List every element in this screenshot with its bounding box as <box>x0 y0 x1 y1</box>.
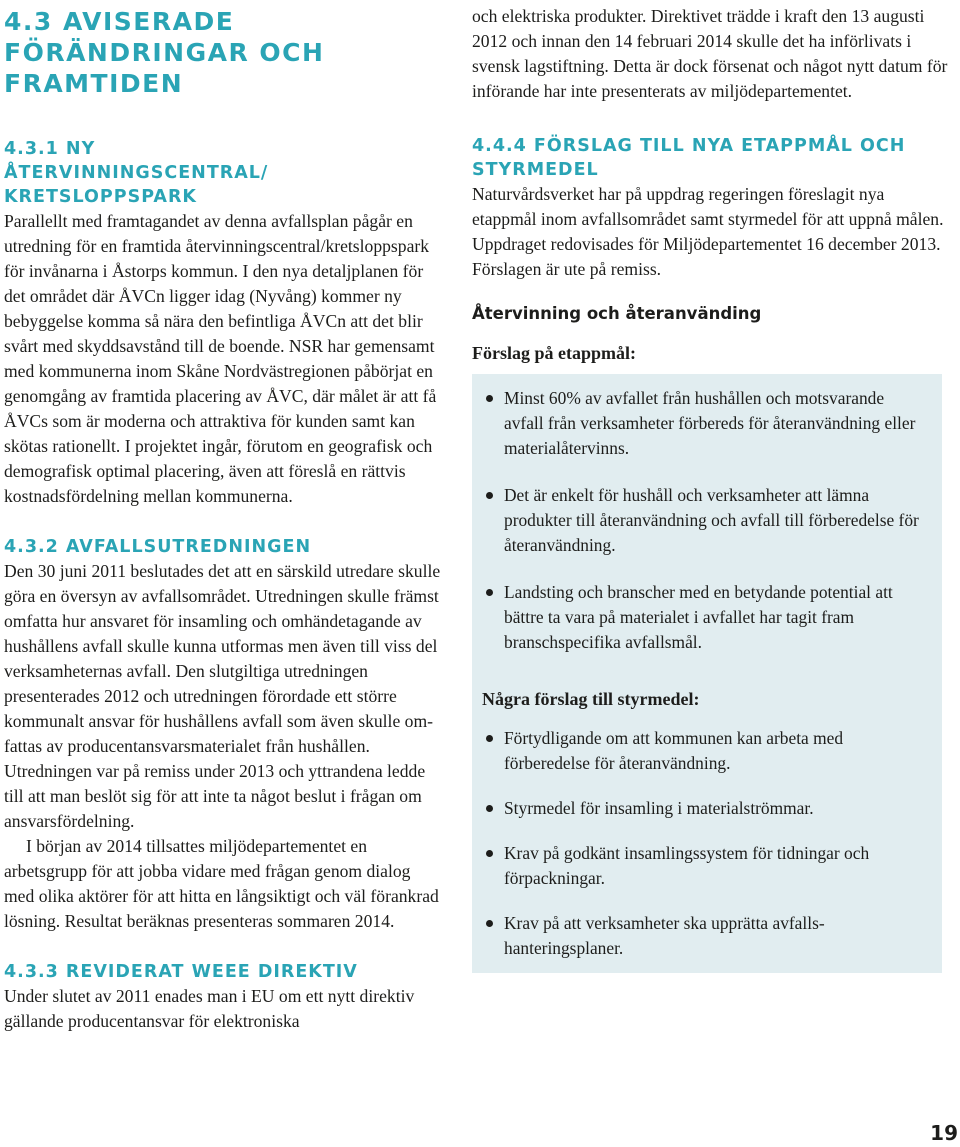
bullet-icon <box>486 850 493 857</box>
body-paragraph: Parallellt med framtagandet av denna avfallsplan pågår en utredning för en framtida återvinningscentral/kretsloppspark för invånarna i Åstorps kommun. I den nya detaljplanen för det området där ÅVCn ligger idag (Nyvång) kommer ny bebyggelse komma så nära den befintliga ÅVCn att det blir svårt med skyddsavstånd till de boende. NSR har gemensamt med kommunerna inom Skåne Nordvästregionen påbörjat en genomgång av framtida placering av ÅVC, där målet är att få ÅVCs som är moderna och attraktiva för kunden samt kan skötas rationellt. I projektet ingår, förutom en geografisk och demografisk optimal placering, även att föreslå en rättvis kostnadsfördelning mellan kommunerna. <box>4 211 437 506</box>
list-item: Det är enkelt för hushåll och verksamheter att lämna produkter till återanvändning och avfall till förberedelse för återanvändning. <box>486 483 924 558</box>
subsection-heading-4-3-1: 4.3.1 NY ÅTERVINNINGSCENTRAL/ KRETSLOPPSPARK <box>4 139 269 207</box>
list-item: Styrmedel för insamling i materialströmmar. <box>486 796 924 821</box>
body-paragraph: Den 30 juni 2011 beslutades det att en särskild utredare skulle göra en översyn av avfallsområdet. Utredningen skulle främst omfatta hur ansvaret för insamling och omhändetagande av hushållens avfall skulle kunna utformas men även till viss del verksamheternas avfall. Den slutgiltiga utredningen presenterades 2012 och utredningen förordade ett större kommunalt ansvar för hushållens avfall som även skulle omfattas av producentansvarsmaterialet från hushållen. Utredningen var på remiss under 2013 och yttrandena ledde till att man beslöt sig för att inte ta något beslut i frågan om ansvarsfördelning. <box>4 561 441 831</box>
subsection-heading-4-3-2: 4.3.2 AVFALLSUTREDNINGEN <box>4 537 312 557</box>
section-heading: 4.3 AVISERADE FÖRÄNDRINGAR OCH FRAMTIDEN <box>4 7 325 98</box>
list-item: Landsting och branscher med en betydande potential att bättre ta vara på materialet i avfallet har tagit fram branschspecifika avfallsmål. <box>486 580 924 655</box>
body-paragraph: I början av 2014 tillsattes miljödepartementet en arbetsgrupp för att jobba vidare med frågan genom dialog med olika aktörer för att hitta en långsiktigt och väl förankrad lösning. Resultat beräknas presenteras sommaren 2014. <box>4 836 439 931</box>
subsection-heading-4-4-4: 4.4.4 FÖRSLAG TILL NYA ETAPPMÅL OCH STYRMEDEL <box>472 136 906 180</box>
bullet-icon <box>486 920 493 927</box>
bullet-icon <box>486 805 493 812</box>
subsection-4-3-3-body <box>4 984 444 1034</box>
styrmedel-label: Några förslag till styrmedel: <box>482 689 700 709</box>
bullet-icon <box>486 395 493 402</box>
etappmal-list <box>486 386 924 655</box>
bullet-icon <box>486 492 493 499</box>
body-paragraph: Naturvårdsverket har på uppdrag regeringen föreslagit nya etappmål inom avfallsområdet samt styrmedel för att uppnå målen. Uppdraget redovisades för Miljödepartementet 16 december 2013. Förslagen är ute på remiss. <box>472 184 944 279</box>
list-item: Förtydligande om att kommunen kan arbeta med förberedelse för återanvändning. <box>486 726 924 776</box>
continued-paragraph: och elektriska produkter. Direktivet trädde i kraft den 13 augusti 2012 och innan den 14 februari 2014 skulle det ha införlivats i svensk lagstiftning. Detta är dock försenat och något nytt datum för införande har inte presenterats av miljödepartementet. <box>472 6 948 101</box>
left-column <box>4 6 444 1034</box>
list-item: Minst 60% av avfallet från hushållen och motsvarande avfall från verksamheter förbereds för återanvändning eller materialåtervinns. <box>486 386 924 461</box>
bullet-icon <box>486 735 493 742</box>
body-paragraph: Under slutet av 2011 enades man i EU om ett nytt direktiv gällande producentansvar för elektroniska <box>4 986 415 1031</box>
proposal-box <box>472 374 942 973</box>
subsection-4-3-1-body <box>4 209 444 509</box>
list-item: Krav på godkänt insamlingssystem för tidningar och förpackningar. <box>486 841 924 891</box>
styrmedel-list <box>486 726 924 961</box>
page-number: 19 <box>930 1121 958 1145</box>
right-column <box>472 4 950 973</box>
box-heading: Återvinning och återanvänding <box>472 304 762 323</box>
list-item: Krav på att verksamheter ska upprätta avfallshanteringsplaner. <box>486 911 924 961</box>
subsection-4-3-2-body <box>4 559 444 934</box>
subsection-heading-4-3-3: 4.3.3 REVIDERAT WEEE DIREKTIV <box>4 962 358 982</box>
etappmal-label: Förslag på etappmål: <box>472 343 636 363</box>
bullet-icon <box>486 589 493 596</box>
